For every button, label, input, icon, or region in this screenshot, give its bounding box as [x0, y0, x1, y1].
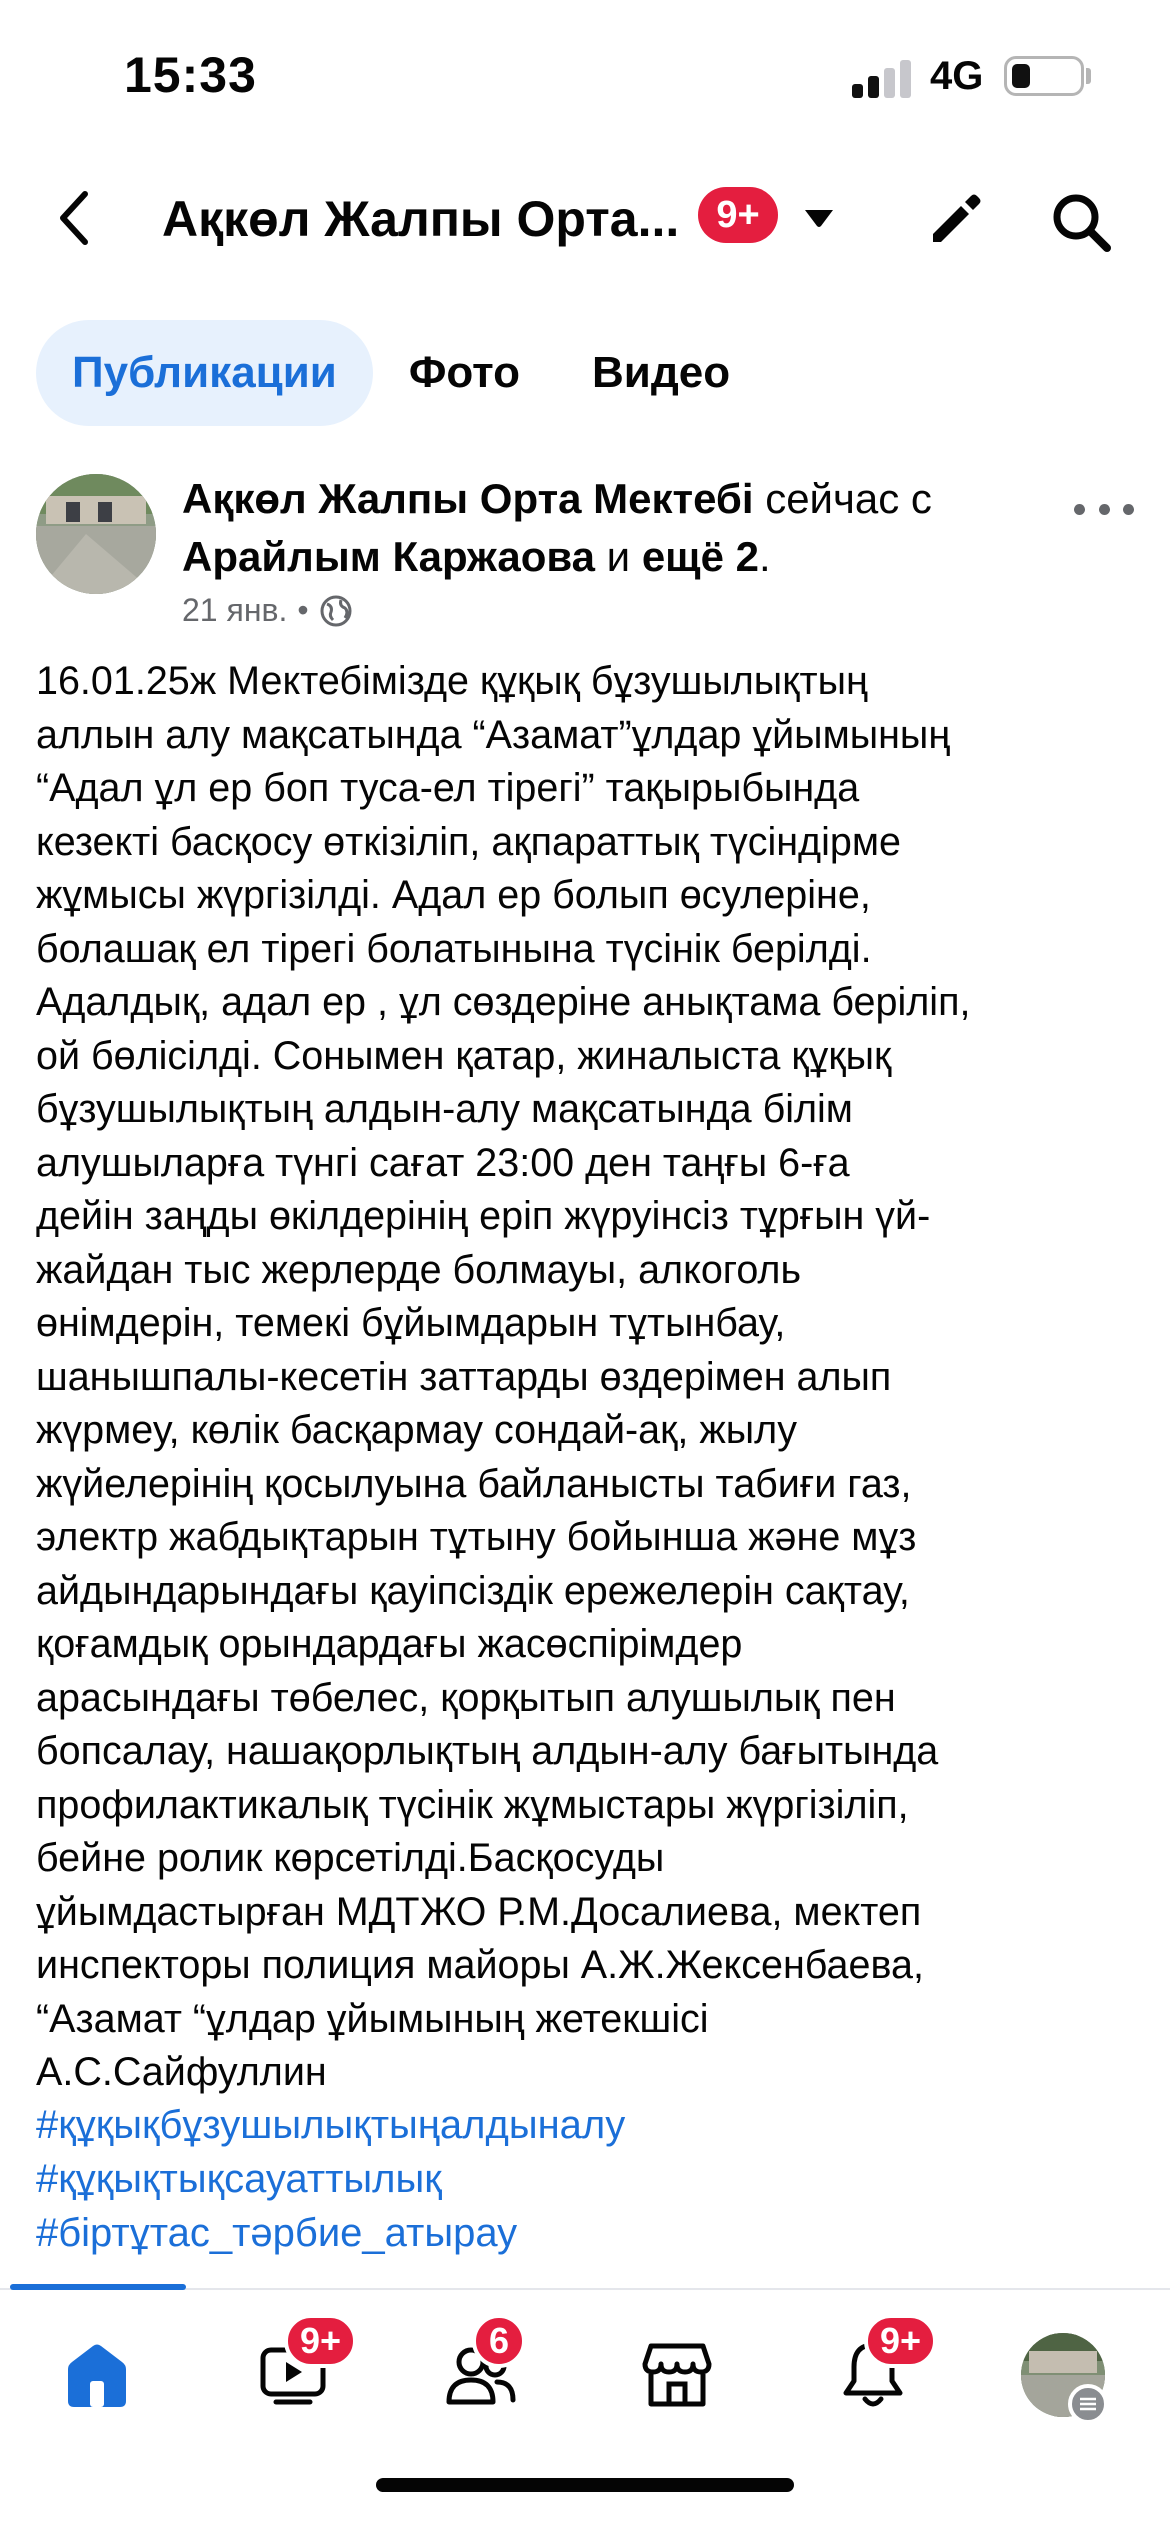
- notifications-badge: 9+: [864, 2314, 937, 2368]
- post-date[interactable]: 21 янв.: [182, 592, 288, 628]
- active-tab-indicator: [10, 2284, 186, 2290]
- post-more-tagged[interactable]: ещё 2: [641, 533, 759, 580]
- hashtag-link[interactable]: #құқықтықсауаттылық: [36, 2157, 442, 2201]
- network-type: 4G: [930, 54, 984, 98]
- post-date-separator: •: [297, 592, 309, 628]
- friends-badge: 6: [472, 2314, 526, 2368]
- post-author[interactable]: Ақкөл Жалпы Орта Мектебі: [182, 475, 754, 522]
- menu-icon: [1068, 2384, 1108, 2424]
- battery-icon: [1004, 56, 1084, 96]
- tab-photos[interactable]: Фото: [408, 348, 521, 397]
- more-dot-icon: [1123, 504, 1134, 515]
- tab-videos[interactable]: Видео: [592, 348, 731, 397]
- dropdown-caret-icon: [802, 207, 836, 229]
- post-tagged-user[interactable]: Арайлым Каржаова: [182, 533, 595, 580]
- home-indicator[interactable]: [376, 2478, 794, 2492]
- nav-video[interactable]: [238, 2320, 348, 2430]
- avatar-image: [36, 474, 156, 594]
- dropdown-button[interactable]: [796, 195, 842, 241]
- post-header: [36, 470, 1134, 630]
- globe-icon: [319, 594, 353, 628]
- status-time: 15:33: [124, 47, 257, 103]
- more-options-button[interactable]: [1074, 494, 1134, 524]
- status-bar: [0, 0, 1170, 150]
- marketplace-icon: [641, 2340, 713, 2410]
- hashtag-link[interactable]: #біртұтас_тәрбие_атырау: [36, 2211, 518, 2255]
- post-hashtags: [36, 2098, 1136, 2260]
- search-icon: [1049, 190, 1115, 256]
- back-button[interactable]: [40, 183, 110, 253]
- bottom-nav: [0, 2300, 1170, 2440]
- search-button[interactable]: [1044, 185, 1120, 261]
- nav-friends[interactable]: [426, 2320, 536, 2430]
- home-icon: [62, 2341, 132, 2409]
- post-period: .: [759, 533, 771, 580]
- tab-publications[interactable]: Публикации: [36, 320, 373, 426]
- nav-marketplace[interactable]: [622, 2320, 732, 2430]
- post-and-text: и: [606, 533, 631, 580]
- pencil-icon: [925, 190, 985, 250]
- more-dot-icon: [1074, 504, 1085, 515]
- tab-bar: [36, 320, 766, 426]
- post-body: 16.01.25ж Мектебімізде құқық бұзушылықтың аллын алу мақсатында “Азамат”ұлдар ұйымының “Адал ұл ер боп туса-ел тірегі” тақырыбында кезекті басқосу өткізіліп, ақпараттық түсіндірме жұмысы жүргізілді. Адал ер болып өсулеріне, болашақ ел тірегі болатынына түсінік берілді. Адалдық, адал ер , ұл сөздеріне анықтама беріліп, ой бөлісілді. Сонымен қатар, жиналыста құқық бұзушылықтың алдын-алу мақсатында білім алушыларға түнгі сағат 23:00 ден таңғы 6-ға дейін заңды өкілдерінің еріп жүруінсіз тұрғын үй- жайдан тыс жерлерде болмауы, алкоголь өнімдерін, темекі бұйымдарын тұтынбау, шанышпалы-кесетін заттарды өздерімен алып жүрмеу, көлік басқармау сондай-ақ, жылу жүйелерінің қосылуына байланысты табиғи газ, электр жабдықтарын тұтыну бойынша және мұз айдындарындағы қауіпсіздік ережелерін сақтау, қоғамдық орындардағы жасөспірімдер арасындағы төбелес, қорқытып алушылық пен бопсалау, нашақорлықтың алдын-алу бағытында профилактикалық түсінік жұмыстары жүргізіліп, бейне ролик көрсетілді.Басқосуды ұйымдастырған МДТЖО Р.М.Досалиева, мектеп инспекторы полиция майоры А.Ж.Жексенбаева, “Азамат “ұлдар ұйымының жетекшісі А.С.Сайфуллин: [36, 659, 971, 2094]
- hashtag-link[interactable]: #құқықбұзушылықтыңалдыналу: [36, 2103, 626, 2147]
- post-author-line: [182, 470, 1062, 586]
- nav-profile-menu[interactable]: [1008, 2320, 1118, 2430]
- nav-notifications[interactable]: [818, 2320, 928, 2430]
- more-dot-icon: [1099, 504, 1110, 515]
- edit-button[interactable]: [920, 185, 990, 255]
- post-with-text: сейчас с: [765, 475, 932, 522]
- nav-home[interactable]: [42, 2320, 152, 2430]
- page-header: [0, 165, 1170, 275]
- video-badge: 9+: [284, 2314, 357, 2368]
- notification-badge: 9+: [698, 187, 778, 243]
- back-chevron-icon: [55, 188, 95, 248]
- author-avatar[interactable]: [36, 474, 156, 594]
- battery-cap: [1086, 68, 1091, 84]
- page-title[interactable]: Ақкөл Жалпы Орта...: [162, 191, 680, 247]
- signal-icon: [852, 58, 914, 98]
- post-date-row: [182, 592, 353, 629]
